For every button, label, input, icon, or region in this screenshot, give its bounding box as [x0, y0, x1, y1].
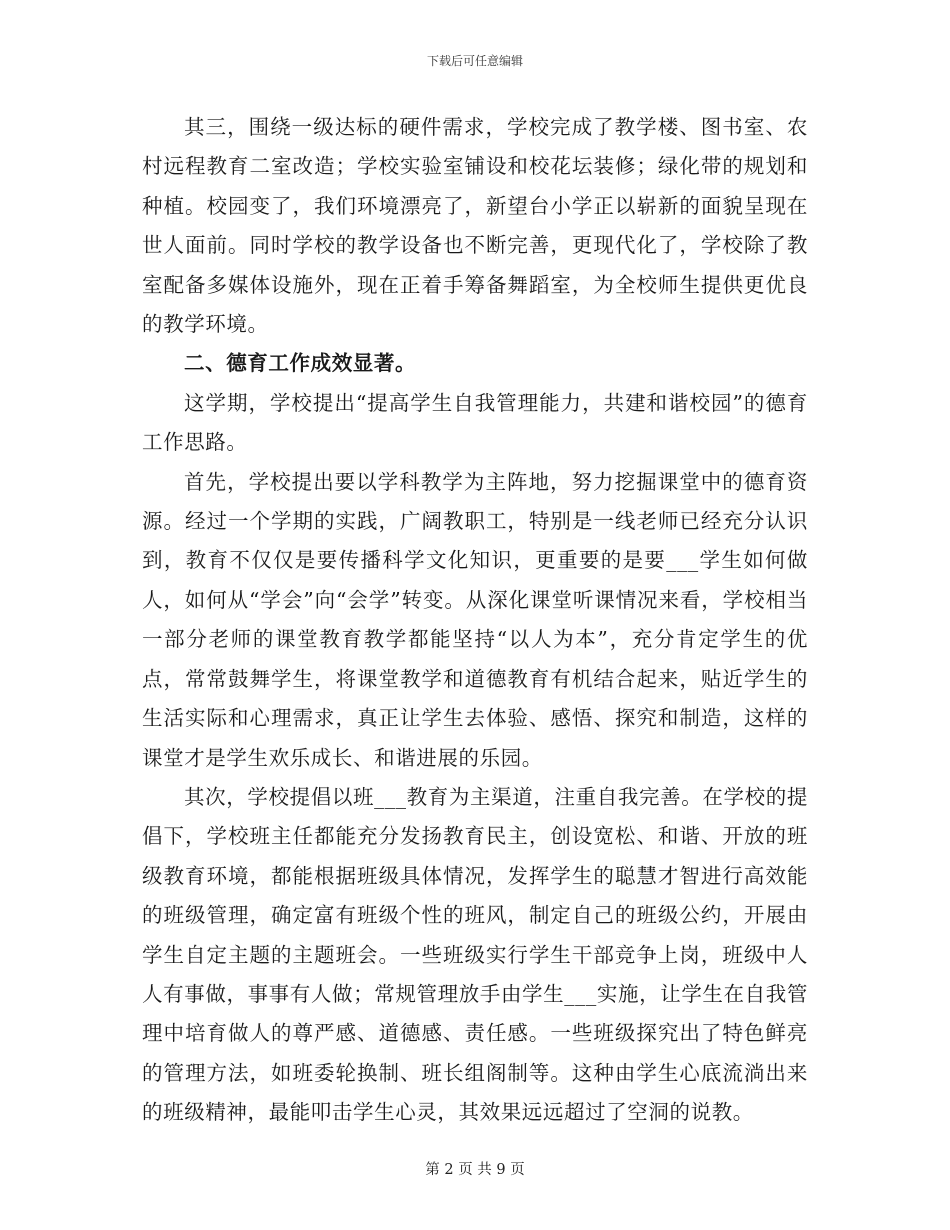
- section-heading-moral-education: 二、德育工作成效显著。: [184, 351, 417, 376]
- page-number: 第 2 页 共 9 页: [425, 1162, 525, 1178]
- paragraph-moral-intro: 这学期，学校提出“提高学生自我管理能力，共建和谐校园”的德育工作思路。: [142, 390, 808, 455]
- page-header: 下载后可任意编辑: [426, 54, 523, 68]
- paragraph-classroom-teaching: 首先，学校提出要以学科教学为主阵地，努力挖掘课堂中的德育资源。经过一个学期的实践，广阔教职工，特别是一线老师已经充分认识到，教育不仅仅是要传播科学文化知识，更重要的是要___学生如何做人，如何从“学会”向“会学”转变。从深化课堂听课情况来看，学校相当一部分老师的课堂教育教学都能坚持“以人为本”，充分肯定学生的优点，常常鼓舞学生，将课堂教学和道德教育有机结合起来，贴近学生的生活实际和心理需求，真正让学生去体验、感悟、探究和制造，这样的课堂才是学生欢乐成长、和谐进展的乐园。: [142, 469, 808, 770]
- paragraph-class-management: 其次，学校提倡以班___教育为主渠道，注重自我完善。在学校的提倡下，学校班主任都能充分发扬教育民主，创设宽松、和谐、开放的班级教育环境，都能根据班级具体情况，发挥学生的聪慧才智进行高效能的班级管理，确定富有班级个性的班风，制定自己的班级公约，开展由学生自定主题的主题班会。一些班级实行学生干部竞争上岗，班级中人人有事做，事事有人做；常规管理放手由学生___实施，让学生在自我管理中培育做人的尊严感、道德感、责任感。一些班级探究出了特色鲜亮的管理方法，如班委轮换制、班长组阁制等。这种由学生心底流淌出来的班级精神，最能叩击学生心灵，其效果远远超过了空洞的说教。: [142, 784, 808, 1125]
- document-body: [142, 108, 808, 1133]
- paragraph-hardware: 其三，围绕一级达标的硬件需求，学校完成了教学楼、图书室、农村远程教育二室改造；学校实验室铺设和校花坛装修；绿化带的规划和种植。校园变了，我们环境漂亮了，新望台小学正以崭新的面貌呈现在世人面前。同时学校的教学设备也不断完善，更现代化了，学校除了教室配备多媒体设施外，现在正着手筹备舞蹈室，为全校师生提供更优良的教学环境。: [142, 115, 808, 337]
